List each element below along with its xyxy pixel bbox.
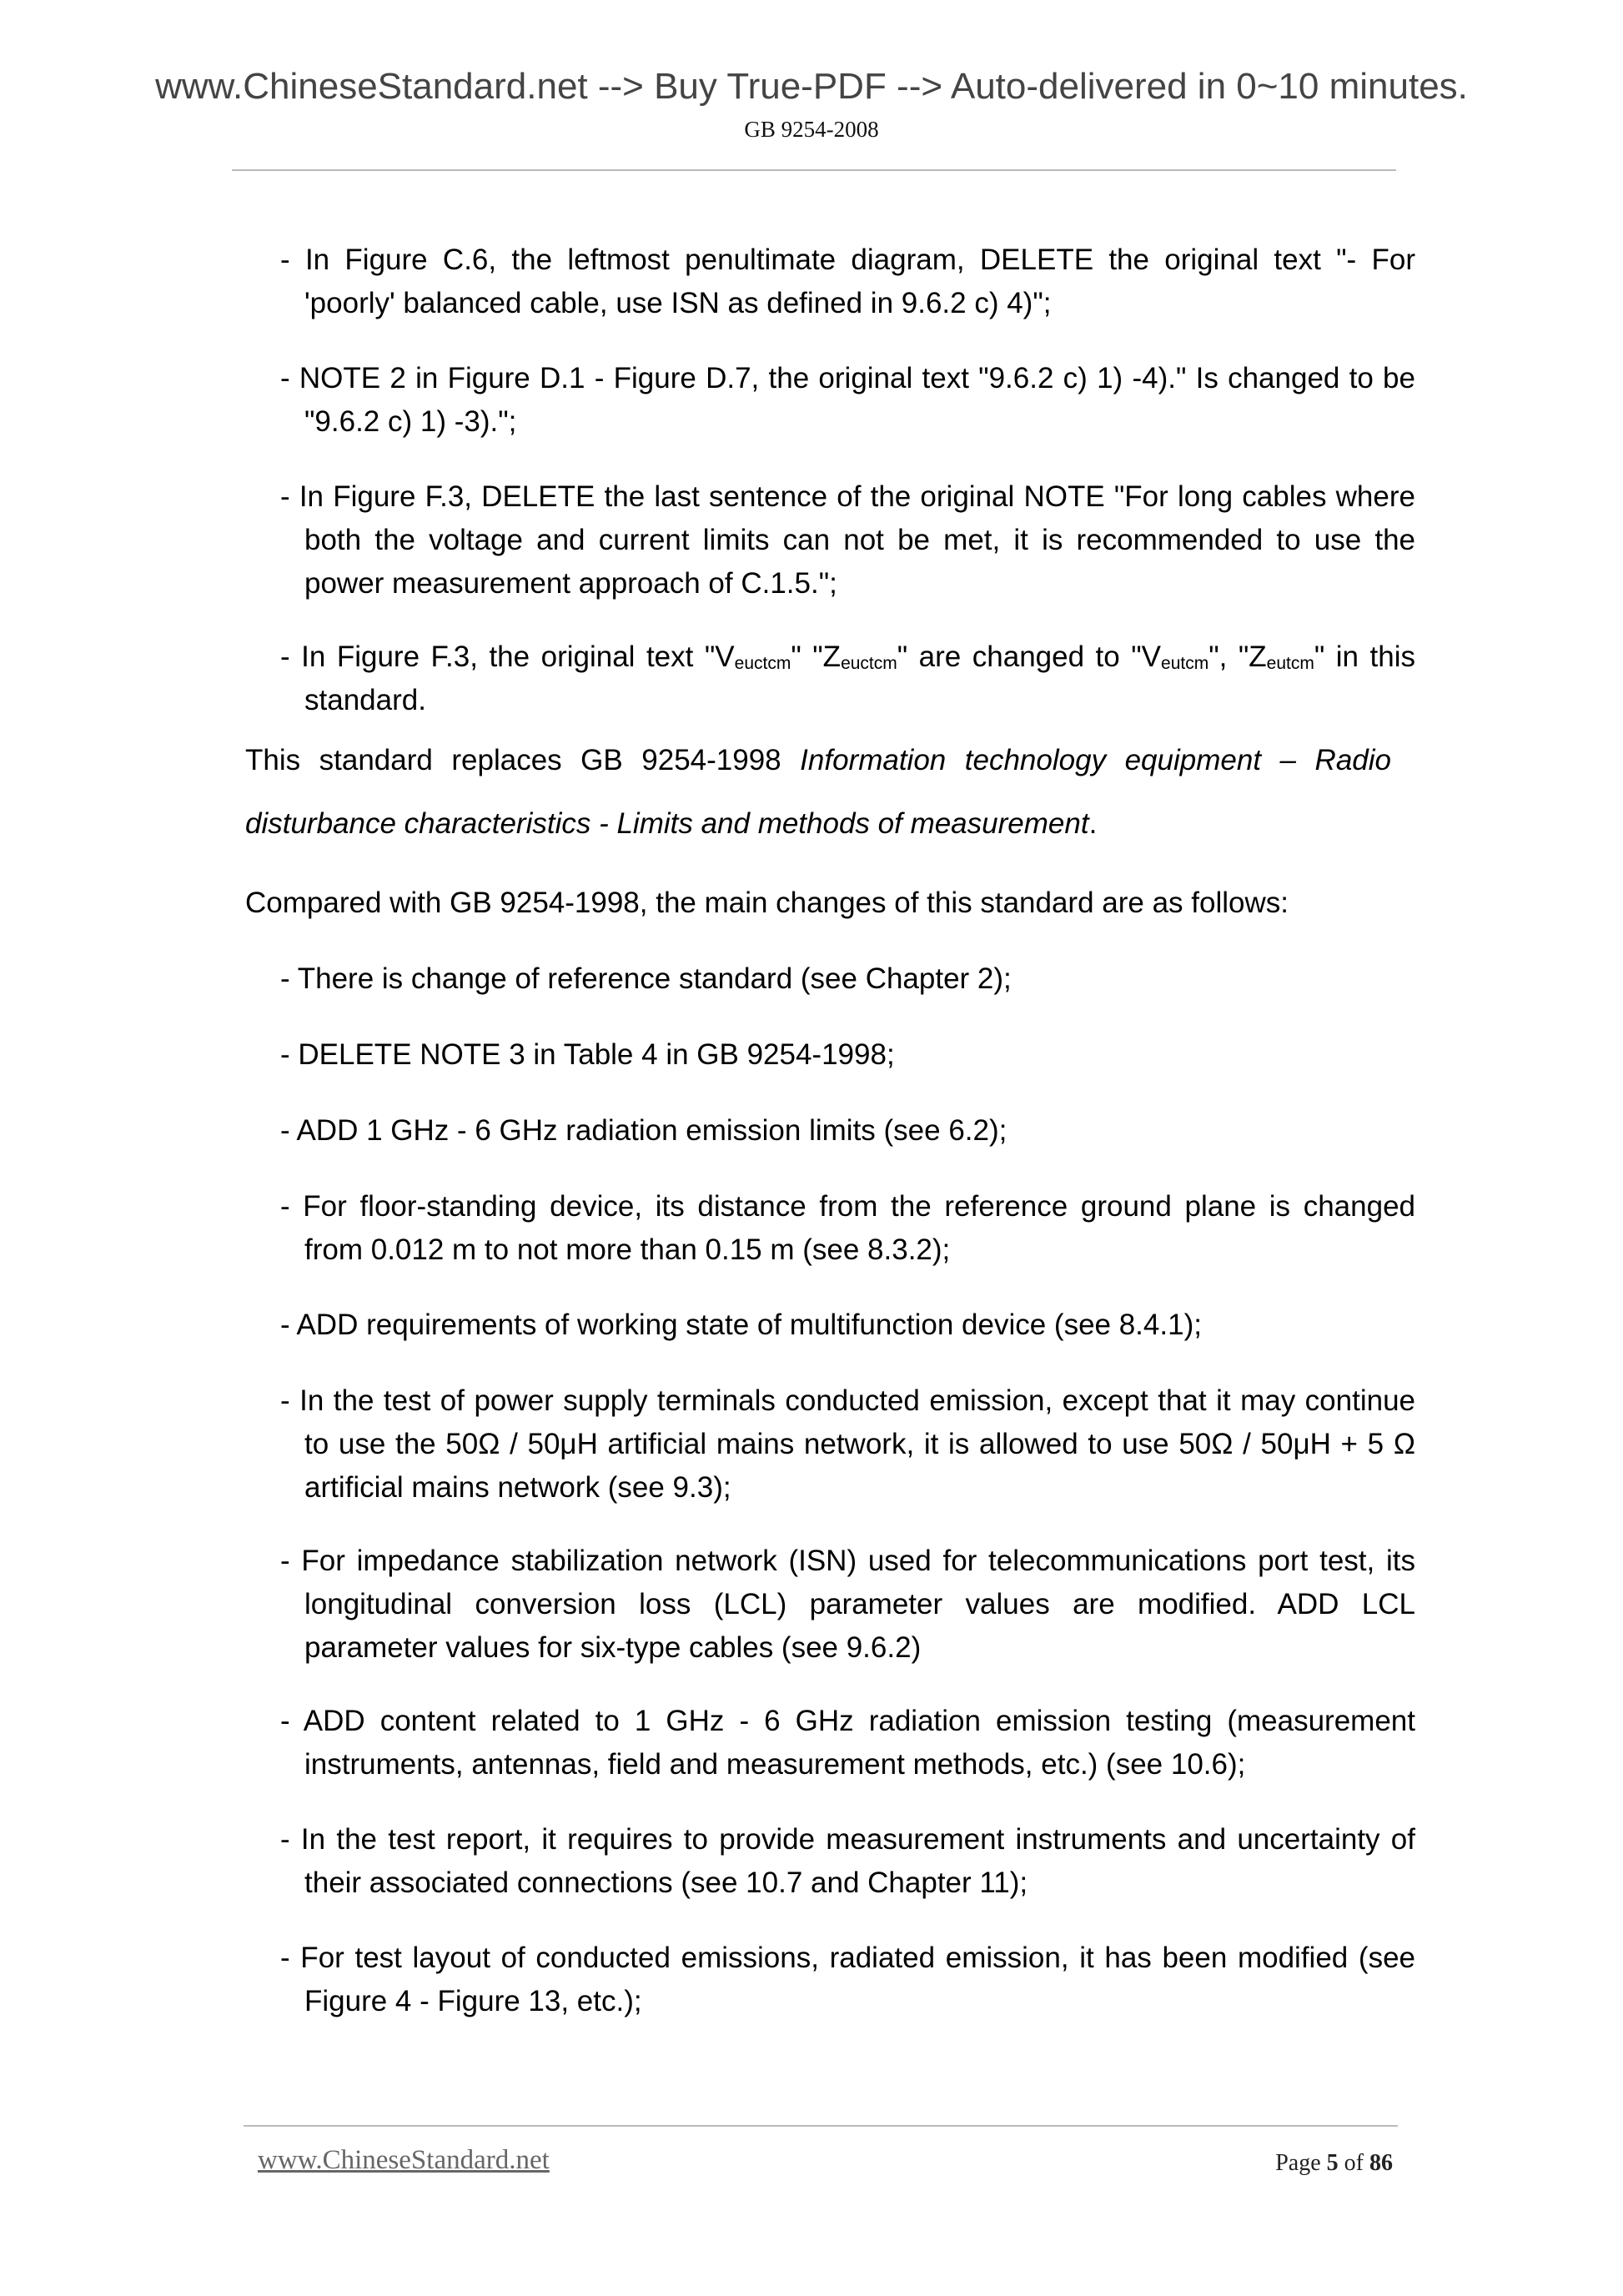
amendment-item: - In Figure F.3, the original text "$V_{euctcm}$" "$Z_{euctcm}$" are changed to "$V_{eutcm}$", "$Z_{eutcm}$" in this standard.	[280, 641, 1415, 716]
footer-divider	[244, 2125, 1398, 2127]
standard-code: GB 9254-2008	[744, 117, 879, 142]
change-item: - For test layout of conducted emissions, radiated emission, it has been modified (see Figure 4 - Figure 13, etc.);	[280, 1942, 1415, 2017]
replaced-standard-title: Information technology equipment – Radio disturbance characteristics - Limits and methods of measurement	[245, 744, 1391, 840]
change-item: - In the test report, it requires to provide measurement instruments and uncertainty of their associated connections (see 10.7 and Chapter 11);	[280, 1823, 1415, 1899]
footer-website-link[interactable]: www.ChineseStandard.net	[258, 2145, 550, 2175]
change-item: - ADD 1 GHz - 6 GHz radiation emission limits (see 6.2);	[280, 1114, 1007, 1147]
change-item: - For impedance stabilization network (ISN) used for telecommunications port test, its longitudinal conversion loss (LCL) parameter values are modified. ADD LCL parameter values for six-type cables (see 9.6.2)	[280, 1545, 1415, 1664]
amendment-item: - NOTE 2 in Figure D.1 - Figure D.7, the original text "9.6.2 c) 1) -4)." Is changed to be "9.6.2 c) 1) -3).";	[280, 362, 1415, 438]
header-banner: www.ChineseStandard.net --> Buy True-PDF --> Auto-delivered in 0~10 minutes.	[155, 66, 1468, 107]
amendment-item: - In Figure C.6, the leftmost penultimate diagram, DELETE the original text "- For 'poorly' balanced cable, use ISN as defined in 9.6.2 c) 4)";	[280, 244, 1415, 319]
change-item: - DELETE NOTE 3 in Table 4 in GB 9254-1998;	[280, 1038, 895, 1071]
replaces-paragraph: This standard replaces GB 9254-1998 Information technology equipment – Radio disturbance characteristics - Limits and methods of measurement.	[245, 744, 1391, 840]
changes-intro: Compared with GB 9254-1998, the main changes of this standard are as follows:	[245, 887, 1289, 919]
header-divider	[232, 169, 1396, 171]
change-item: - ADD requirements of working state of multifunction device (see 8.4.1);	[280, 1309, 1202, 1341]
page-number: Page 5 of 86	[1275, 2150, 1393, 2176]
amendment-item: - In Figure F.3, DELETE the last sentence of the original NOTE "For long cables where both the voltage and current limits can not be met, it is recommended to use the power measurement approach of C.1.5.";	[280, 480, 1415, 600]
change-item: - ADD content related to 1 GHz - 6 GHz radiation emission testing (measurement instruments, antennas, field and measurement methods, etc.) (see 10.6);	[280, 1705, 1415, 1781]
change-item: - For floor-standing device, its distance from the reference ground plane is changed from 0.012 m to not more than 0.15 m (see 8.3.2);	[280, 1190, 1415, 1266]
change-item: - There is change of reference standard (see Chapter 2);	[280, 962, 1012, 995]
change-item: - In the test of power supply terminals conducted emission, except that it may continue to use the 50Ω / 50μH artificial mains network, it is allowed to use 50Ω / 50μH + 5 Ω artificial mains network (see 9.3);	[280, 1384, 1415, 1504]
